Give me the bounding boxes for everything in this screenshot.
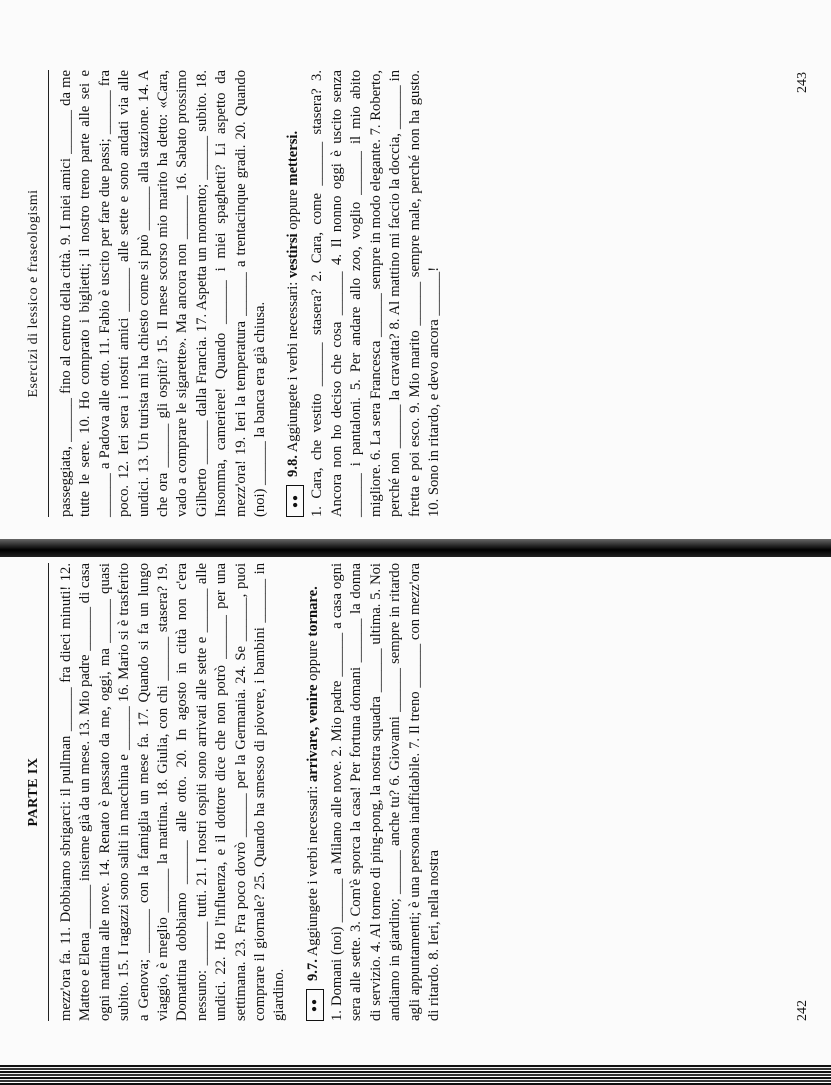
right-running-head: Esercizi di lessico e fraseologismi — [26, 189, 41, 398]
exercise-number: 9.8. — [285, 455, 302, 477]
instruction-start: Aggiungete i verbi necessari: — [304, 782, 321, 957]
instruction-or: oppure — [304, 636, 321, 685]
exercise-9-8-text: 1. Cara, che vestito ______ stasera? 2. Cara, come ______ stasera? 3. Ancora non ho deciso che cosa ______ 4. Il nonno oggi è uscito senza ______ i pantaloni. 5. Per andare allo zoo, voglio ______ il mio abito migliore. 6. La sera Francesca ______ sempre in modo elegante. 7. Roberto, perché non ______ la cravatta? 8. Al mattino mi faccio la doccia, ______ in fretta e poi esco. 9. Mio marito ______ sempre male, perché non ha gusto. 10. Sono in ritardo, e devo ancora ______! — [309, 70, 442, 517]
instruction-or: oppure — [285, 185, 302, 234]
right-page — [0, 0, 831, 537]
exercise-9-8-heading — [284, 70, 304, 517]
right-continuation-text: passeggiata, ______ fino al centro della città. 9. I miei amici ______ da me tutte le sere. 10. Ho comprato i biglietti; il nostro treno parte alle sei e ______ a Padova alle otto. 11. Fabio è uscito per fare due passi; ______ fra poco. 12. Ieri sera i nostri amici ______ alle sette e sono andati via alle undici. 13. Un turista mi ha chiesto come si può ______ alla stazione. 14. A che ora ______ gli ospiti? 15. Il mese scorso mio marito ha detto: «Cara, vado a comprare le sigarette». Ma ancora non ______ 16. Sabato prossimo Gilberto ______ dalla Francia. 17. Aspetta un momento; ______ subito. 18. Insomma, cameriere! Quando ______ i miei spaghetti? Li aspetto da mezz'ora! 19. Ieri la temperatura ______ a trentacinque gradi. 20. Quando (noi) ______ la banca era già chiusa. — [58, 70, 269, 517]
instruction-verb-last: tornare. — [304, 586, 321, 637]
instruction-verbs: vestirsi — [285, 233, 302, 278]
book-gutter — [0, 539, 831, 557]
left-continuation-text: mezz'ora fa. 11. Dobbiamo sbrigarci: il pullman ______ fra dieci minuti! 12. Matteo e Elena ______ insieme già da un mese. 13. Mio padre ______ di casa ogni mattina alle nove. 14. Renato è passato da me, oggi, ma ______ quasi subito. 15. I ragazzi sono saliti in macchina e ______ 16. Mario si è trasferito a Genova; ______ con la famiglia un mese fa. 17. Quando si fa un lungo viaggio, è meglio ______ la mattina. 18. Giulia, con chi ______ stasera? 19. Domattina dobbiamo ______ alle otto. 20. In agosto in città non c'era nessuno: ______ tutti. 21. I nostri ospiti sono arrivati alle sette e ______ alle undici. 22. Ho l'influenza, e il dottore dice che non potrò ______ per una settimana. 23. Fra poco dovrò ______ per la Germania. 24. Se ______, puoi comprare il giornale? 25. Quando ha smesso di piovere, i bambini ______ in giardino. — [58, 563, 288, 1021]
instruction-verb-last: mettersi. — [285, 130, 302, 186]
difficulty-badge: ●● — [306, 989, 324, 1021]
left-head-rule — [48, 563, 49, 1021]
instruction-verbs: arrivare, venire — [304, 684, 321, 782]
exercise-number: 9.7. — [304, 959, 321, 981]
left-page — [0, 545, 831, 1085]
left-page-number: 242 — [795, 1000, 810, 1021]
left-running-head: PARTE IX — [26, 757, 41, 827]
right-page-number: 243 — [795, 72, 810, 93]
exercise-9-8-instruction — [284, 131, 303, 477]
exercise-9-7-instruction — [304, 586, 323, 981]
difficulty-badge: ●● — [286, 485, 304, 517]
right-head-rule — [48, 70, 49, 517]
exercise-9-7-heading — [304, 563, 324, 1021]
instruction-start: Aggiungete i verbi necessari: — [285, 278, 302, 453]
exercise-9-7-text: 1. Domani (noi) ______ a Milano alle nove. 2. Mio padre ______ a casa ogni sera alle sette. 3. Com'è sporca la casa! Per fortuna domani ______ la donna di servizio. 4. Al torneo di ping-pong, la nostra squadra ______ ultima. 5. Noi andiamo in giardino; ______ anche tu? 6. Giovanni ______ sempre in ritardo agli appuntamenti; è una persona inaffidabile. 7. Il treno ______ con mezz'ora di ritardo. 8. Ieri, nella nostra — [328, 563, 442, 1021]
